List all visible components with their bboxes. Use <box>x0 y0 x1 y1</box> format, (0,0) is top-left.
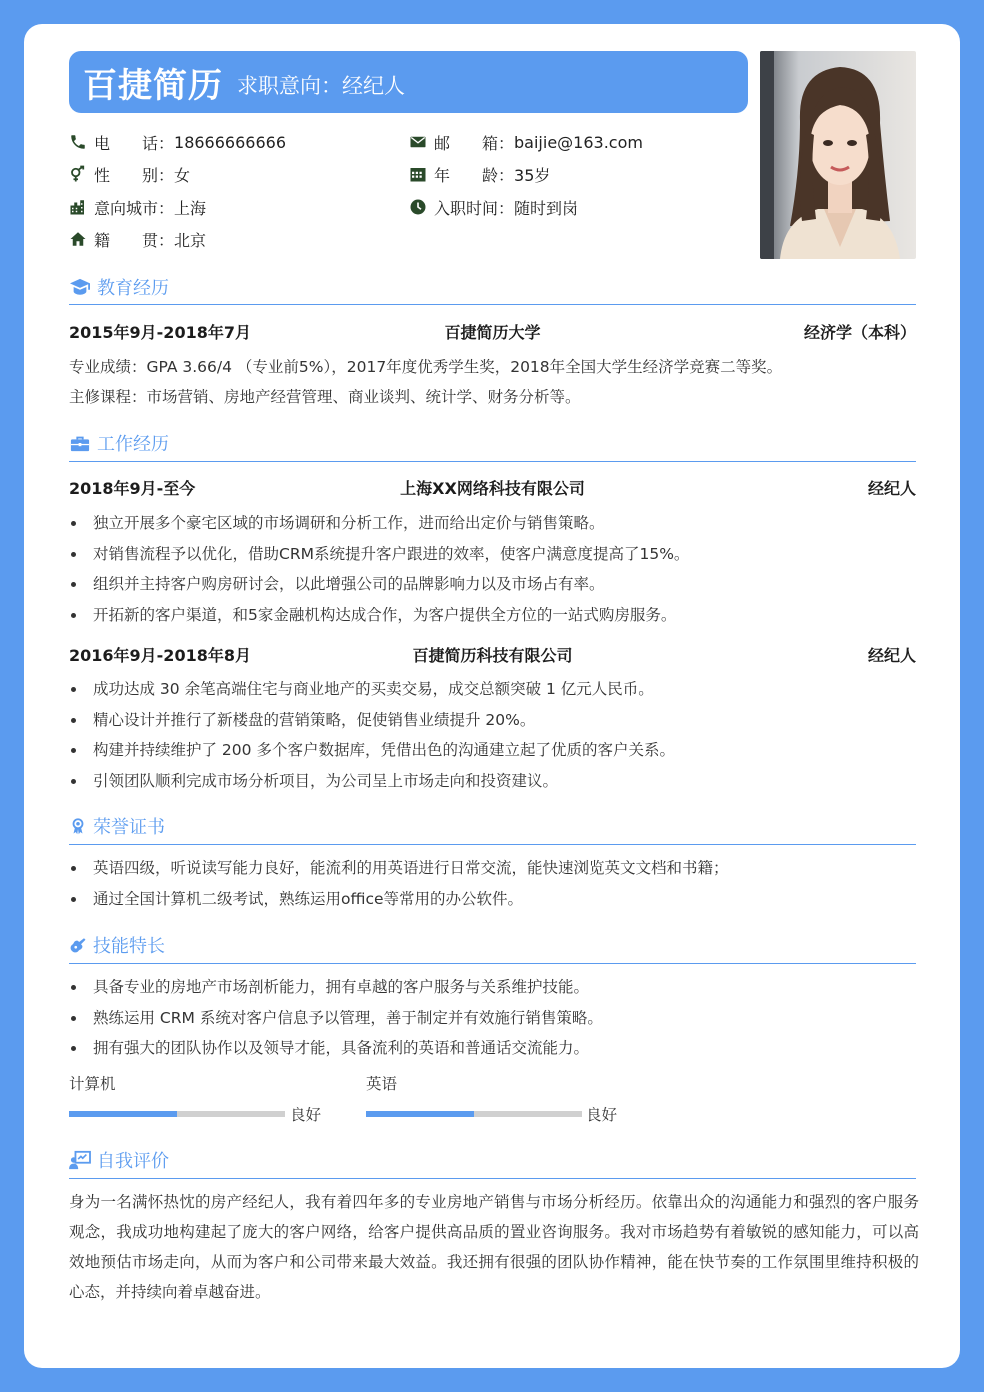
education-row <box>69 320 916 346</box>
skills-list <box>69 972 916 1064</box>
hometown-value: 北京 <box>174 230 207 250</box>
section-divider <box>69 304 916 305</box>
info-age <box>409 162 550 186</box>
section-divider <box>69 1178 916 1179</box>
envelope-icon <box>409 133 427 151</box>
hometown-label: 籍 贯： <box>94 230 175 250</box>
honors-list <box>69 853 916 914</box>
calendar-icon <box>409 165 427 183</box>
job-role: 经纪人 <box>867 646 916 665</box>
city-value: 上海 <box>174 198 207 218</box>
start-label: 入职时间： <box>434 198 515 218</box>
job-row <box>69 476 916 502</box>
job-date: 2018年9月-至今 <box>69 479 196 498</box>
education-school: 百捷简历大学 <box>444 323 541 342</box>
resume-title: 百捷简历 <box>83 65 223 106</box>
phone-label: 电 话： <box>94 133 175 153</box>
header-banner <box>69 51 748 113</box>
info-start <box>409 195 578 219</box>
start-value: 随时到岗 <box>514 198 579 218</box>
list-item: 精心设计并推行了新楼盘的营销策略，促使销售业绩提升 20%。 <box>69 705 916 736</box>
list-item: 组织并主持客户购房研讨会，以此增强公司的品牌影响力以及市场占有率。 <box>69 569 916 600</box>
city-icon <box>69 198 87 216</box>
job-role: 经纪人 <box>867 479 916 498</box>
age-label: 年 龄： <box>434 165 515 185</box>
job-intent: 求职意向：经纪人 <box>237 74 405 98</box>
section-self-label: 自我评价 <box>97 1151 169 1172</box>
section-work-label: 工作经历 <box>97 434 169 455</box>
section-self-title <box>69 1145 169 1175</box>
section-education-title <box>69 272 169 302</box>
section-divider <box>69 963 916 964</box>
skill-english-bar <box>366 1111 582 1117</box>
education-courses: 主修课程：市场营销、房地产经营管理、商业谈判、统计学、财务分析等。 <box>69 388 581 406</box>
education-date: 2015年9月-2018年7月 <box>69 323 251 342</box>
profile-photo <box>760 51 916 259</box>
info-hometown <box>69 227 206 251</box>
graduation-cap-icon <box>69 277 91 297</box>
job-duties-list <box>69 508 916 630</box>
briefcase-icon <box>69 433 91 453</box>
list-item: 成功达成 30 余笔高端住宅与商业地产的买卖交易，成交总额突破 1 亿元人民币。 <box>69 674 916 705</box>
section-education-label: 教育经历 <box>97 278 169 299</box>
list-item: 英语四级，听说读写能力良好，能流利的用英语进行日常交流，能快速浏览英文文档和书籍； <box>69 853 916 884</box>
skill-fill <box>69 1111 177 1117</box>
skill-fill <box>366 1111 474 1117</box>
list-item: 通过全国计算机二级考试，熟练运用office等常用的办公软件。 <box>69 884 916 915</box>
skill-computer-bar <box>69 1111 285 1117</box>
list-item: 引领团队顺利完成市场分析项目，为公司呈上市场走向和投资建议。 <box>69 766 916 797</box>
list-item: 熟练运用 CRM 系统对客户信息予以管理，善于制定并有效施行销售策略。 <box>69 1003 916 1034</box>
job-company: 百捷简历科技有限公司 <box>412 646 573 665</box>
education-major: 经济学（本科） <box>803 323 916 342</box>
age-value: 35岁 <box>514 165 551 185</box>
skill-computer-name: 计算机 <box>69 1075 116 1093</box>
info-email <box>409 130 643 154</box>
job-duties-list <box>69 674 916 796</box>
education-scores: 专业成绩：GPA 3.66/4 （专业前5%），2017年度优秀学生奖，2018年全国大学生经济学竞赛二等奖。 <box>69 358 783 376</box>
section-honors-title <box>69 811 165 841</box>
city-label: 意向城市： <box>94 198 175 218</box>
resume-page <box>24 24 960 1368</box>
skill-english-level: 良好 <box>586 1106 618 1124</box>
gender-icon <box>69 165 87 183</box>
home-icon <box>69 230 87 248</box>
phone-icon <box>69 133 87 151</box>
section-divider <box>69 844 916 845</box>
skill-computer-level: 良好 <box>290 1106 322 1124</box>
list-item: 拥有强大的团队协作以及领导才能，具备流利的英语和普通话交流能力。 <box>69 1033 916 1064</box>
phone-value: 18666666666 <box>174 132 286 152</box>
section-skills-label: 技能特长 <box>93 936 165 957</box>
list-item: 独立开展多个豪宅区域的市场调研和分析工作，进而给出定价与销售策略。 <box>69 508 916 539</box>
info-city <box>69 195 206 219</box>
award-icon <box>69 816 87 836</box>
section-honors-label: 荣誉证书 <box>93 817 165 838</box>
email-value: baijie@163.com <box>514 132 643 152</box>
presentation-icon <box>69 1150 91 1170</box>
section-work-title <box>69 428 169 458</box>
section-skills-title <box>69 930 165 960</box>
self-evaluation-text: 身为一名满怀热忱的房产经纪人，我有着四年多的专业房地产销售与市场分析经历。依靠出众的沟通能力和强烈的客户服务观念，我成功地构建起了庞大的客户网络，给客户提供高品质的置业咨询服务。我对市场趋势有着敏锐的感知能力，可以高效地预估市场走向，从而为客户和公司带来最大效益。我还拥有很强的团队协作精神，能在快节奏的工作氛围里维持积极的心态，并持续向着卓越奋进。 <box>69 1193 919 1301</box>
info-phone <box>69 130 286 154</box>
list-item: 对销售流程予以优化，借助CRM系统提升客户跟进的效率，使客户满意度提高了15%。 <box>69 539 916 570</box>
skill-english-name: 英语 <box>366 1075 398 1093</box>
info-gender <box>69 162 190 186</box>
job-row <box>69 643 916 669</box>
gender-value: 女 <box>174 165 191 185</box>
list-item: 开拓新的客户渠道，和5家金融机构达成合作，为客户提供全方位的一站式购房服务。 <box>69 600 916 631</box>
clock-icon <box>409 198 427 216</box>
section-divider <box>69 461 916 462</box>
list-item: 构建并持续维护了 200 多个客户数据库，凭借出色的沟通建立起了优质的客户关系。 <box>69 735 916 766</box>
job-date: 2016年9月-2018年8月 <box>69 646 251 665</box>
guitar-icon <box>69 935 87 955</box>
gender-label: 性 别： <box>94 165 175 185</box>
list-item: 具备专业的房地产市场剖析能力，拥有卓越的客户服务与关系维护技能。 <box>69 972 916 1003</box>
email-label: 邮 箱： <box>434 133 515 153</box>
job-company: 上海XX网络科技有限公司 <box>400 479 585 498</box>
